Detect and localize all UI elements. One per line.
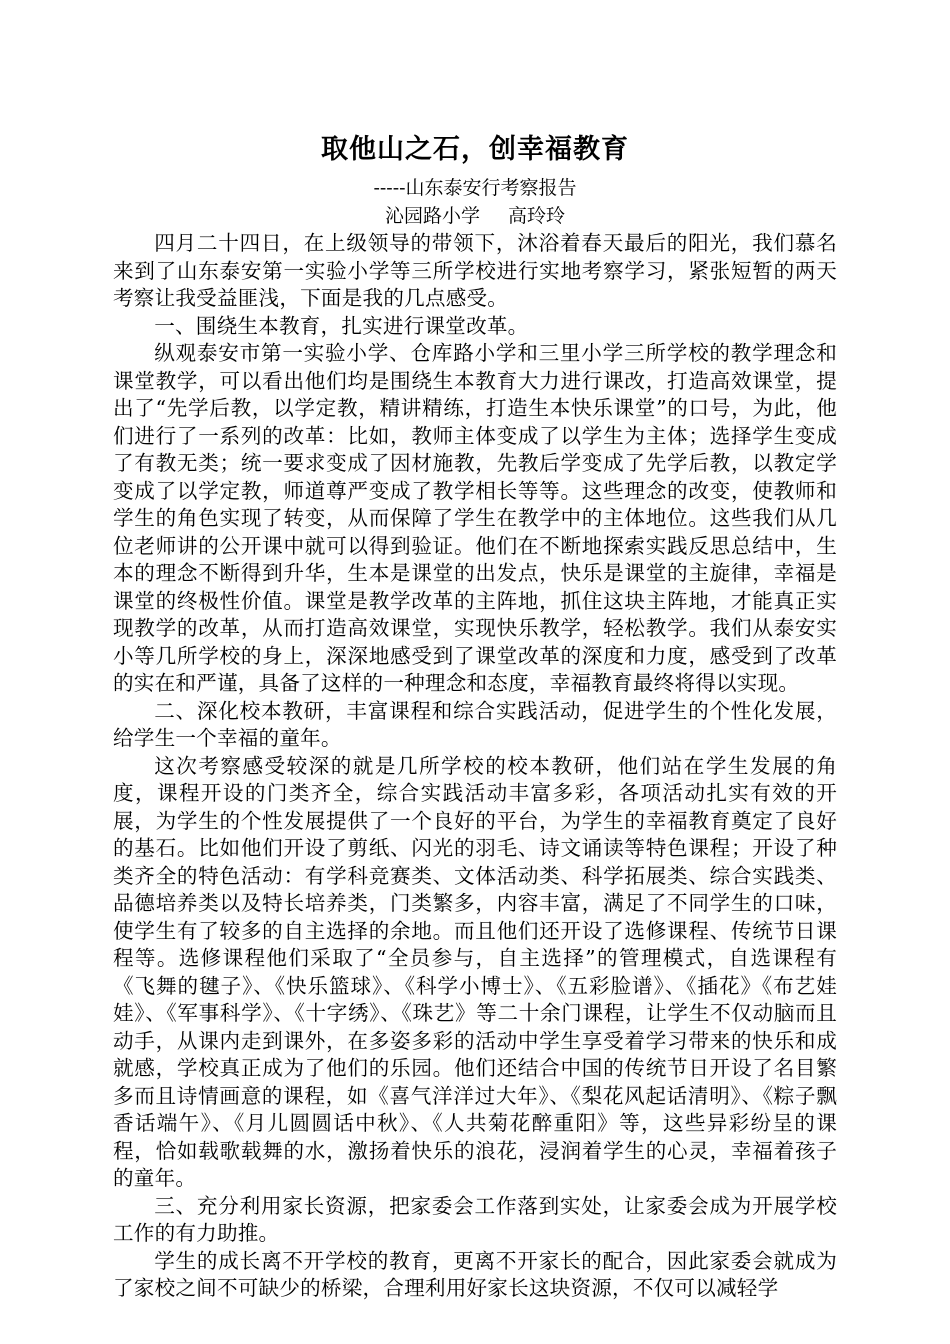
author-name: 高玲玲 [508, 205, 566, 227]
document-subtitle: -----山东泰安行考察报告 [373, 177, 577, 199]
paragraph-section-1: 纵观泰安市第一实验小学、仓库路小学和三里小学三所学校的教学理念和课堂教学，可以看出他们均是围绕生本教育大力进行课改，打造高效课堂，提出了“先学后教，以学定教，精讲精练，打造生本快乐课堂”的口号，为此，他们进行了一系列的改革：比如，教师主体变成了以学生为主体；选择学生变成了有教无类；统一要求变成了因材施教，先教后学变成了先学后教，以教定学变成了以学定教，师道尊严变成了教学相长等等。这些理念的改变，使教师和学生的角色实现了转变，从而保障了学生在教学中的主体地位。这些我们从几位老师讲的公开课中就可以得到验证。他们在不断地探索实践反思总结中，生本的理念不断得到升华，生本是课堂的出发点，快乐是课堂的主旋律，幸福是课堂的终极性价值。课堂是教学改革的主阵地，抓住这块主阵地，才能真正实现教学的改革，从而打造高效课堂，实现快乐教学，轻松教学。我们从泰安实小等几所学校的身上，深深地感受到了课堂改革的深度和力度，感受到了改革的实在和严谨，具备了这样的一种理念和态度，幸福教育最终将得以实现。 [113, 341, 837, 695]
section-heading-2: 二、深化校本教研，丰富课程和综合实践活动，促进学生的个性化发展，给学生一个幸福的童年。 [113, 698, 837, 750]
document-title: 取他山之石，创幸福教育 [321, 134, 629, 165]
document-body [113, 230, 837, 1303]
paragraph-intro: 四月二十四日，在上级领导的带领下，沐浴着春天最后的阳光，我们慕名来到了山东泰安第一实验小学等三所学校进行实地考察学习，紧张短暂的两天考察让我受益匪浅，下面是我的几点感受。 [113, 231, 837, 310]
paragraph-section-2: 这次考察感受较深的就是几所学校的校本教研，他们站在学生发展的角度，课程开设的门类齐全，综合实践活动丰富多彩，各项活动扎实有效的开展，为学生的个性发展提供了一个良好的平台，为学生的幸福教育奠定了良好的基石。比如他们开设了剪纸、闪光的羽毛、诗文诵读等特色课程；开设了种类齐全的特色活动：有学科竞赛类、文体活动类、科学拓展类、综合实践类、品德培养类以及特长培养类，门类繁多，内容丰富，满足了不同学生的口味，使学生有了较多的自主选择的余地。而且他们还开设了选修课程、传统节日课程等。选修课程他们采取了“全员参与，自主选择”的管理模式，自选课程有《飞舞的毽子》、《快乐篮球》、《科学小博士》、《五彩脸谱》、《插花》《布艺娃娃》、《军事科学》、《十字绣》、《珠艺》等二十余门课程，让学生不仅动脑而且动手，从课内走到课外，在多姿多彩的活动中学生享受着学习带来的快乐和成就感，学校真正成为了他们的乐园。他们还结合中国的传统节日开设了名目繁多而且诗情画意的课程，如《喜气洋洋过大年》、《梨花风起话清明》、《粽子飘香话端午》、《月儿圆圆话中秋》、《人共菊花醉重阳》等，这些异彩纷呈的课程，恰如载歌载舞的水，激扬着快乐的浪花，浸润着学生的心灵，幸福着孩子的童年。 [113, 753, 837, 1190]
author-school: 沁园路小学 [384, 205, 480, 227]
document-page [113, 128, 837, 1303]
author-line [113, 202, 837, 230]
section-heading-1: 一、围绕生本教育，扎实进行课堂改革。 [154, 313, 529, 338]
paragraph-section-3: 学生的成长离不开学校的教育，更离不开家长的配合，因此家委会就成为了家校之间不可缺少的桥梁，合理利用好家长这块资源，不仅可以减轻学 [113, 1248, 837, 1300]
section-heading-3: 三、充分利用家长资源，把家委会工作落到实处，让家委会成为开展学校工作的有力助推。 [113, 1193, 837, 1245]
